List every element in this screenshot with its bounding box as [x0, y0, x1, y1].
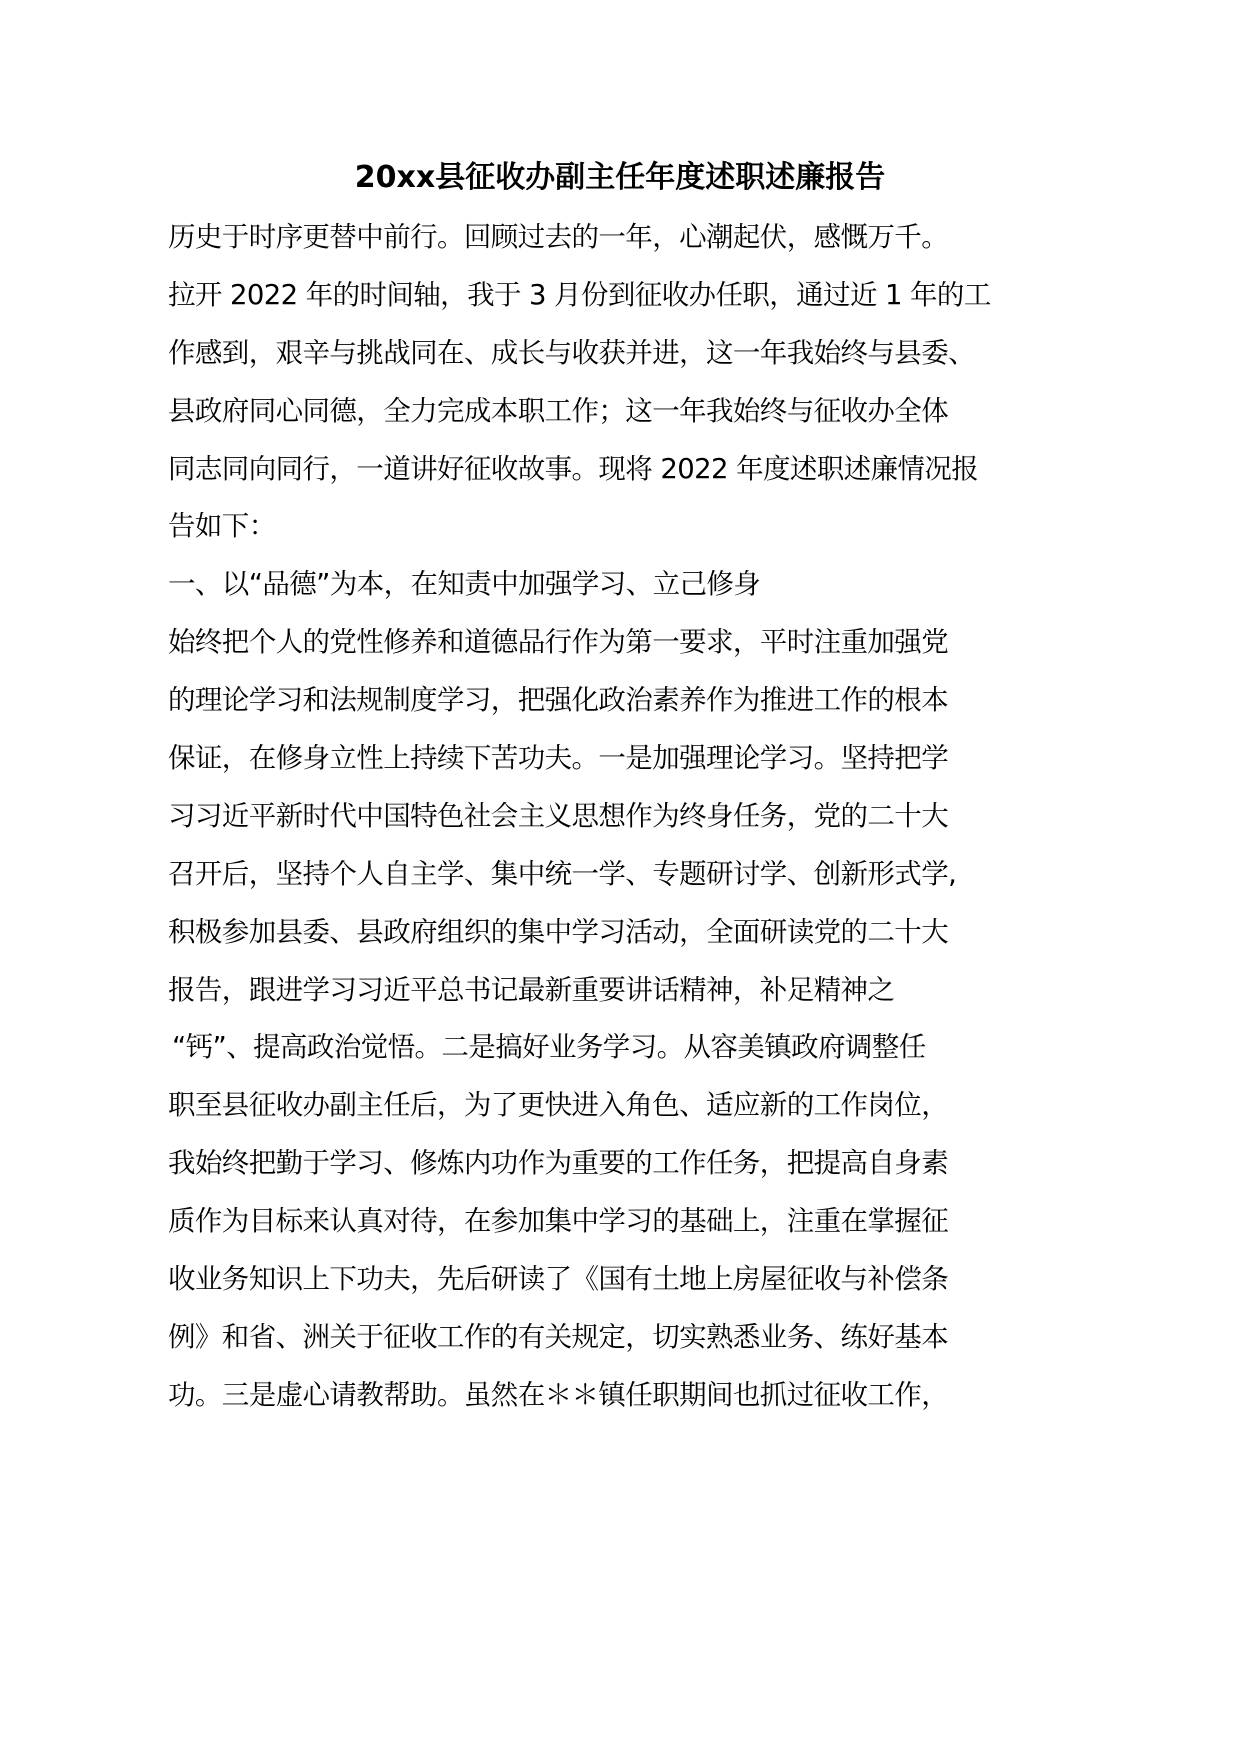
body-line: 习习近平新时代中国特色社会主义思想作为终身任务，党的二十大: [168, 799, 949, 832]
body-line: 始终把个人的党性修养和道德品行作为第一要求，平时注重加强党: [168, 626, 949, 659]
section-heading: 一、以“品德”为本，在知责中加强学习、立己修身: [168, 568, 761, 601]
body-line: 历史于时序更替中前行。回顾过去的一年，心潮起伏，感慨万千。: [168, 221, 949, 253]
body-line: 职至县征收办副主任后，为了更快进入角色、适应新的工作岗位，: [168, 1089, 949, 1122]
body-line: 积极参加县委、县政府组织的集中学习活动，全面研读党的二十大: [168, 915, 949, 948]
body-line: 拉开 2022 年的时间轴，我于 3 月份到征收办任职，通过近 1 年的工: [168, 278, 991, 311]
body-line: 县政府同心同德，全力完成本职工作；这一年我始终与征收办全体: [168, 394, 949, 427]
body-line: 质作为目标来认真对待，在参加集中学习的基础上，注重在掌握征: [168, 1205, 949, 1238]
body-line: 收业务知识上下功夫，先后研读了《国有土地上房屋征收与补偿条: [168, 1263, 949, 1296]
document-title: 20xx县征收办副主任年度述职述廉报告: [354, 160, 886, 195]
body-line: 我始终把勤于学习、修炼内功作为重要的工作任务，把提高自身素: [168, 1147, 949, 1180]
body-line: 例》和省、洲关于征收工作的有关规定，切实熟悉业务、练好基本: [168, 1320, 949, 1353]
document-body: [168, 214, 991, 1430]
body-line: 功。三是虚心请教帮助。虽然在＊＊镇任职期间也抓过征收工作，: [168, 1378, 949, 1411]
body-line: 报告，跟进学习习近平总书记最新重要讲话精神，补足精神之: [168, 973, 895, 1006]
body-line: 的理论学习和法规制度学习，把强化政治素养作为推进工作的根本: [168, 684, 949, 717]
body-line: 保证，在修身立性上持续下苦功夫。一是加强理论学习。坚持把学: [168, 742, 949, 775]
body-line: 作感到，艰辛与挑战同在、成长与收获并进，这一年我始终与县委、: [168, 336, 975, 369]
body-line: “钙”、提高政治觉悟。二是搞好业务学习。从容美镇政府调整任: [172, 1031, 926, 1064]
body-line: 召开后，坚持个人自主学、集中统一学、专题研讨学、创新形式学,: [168, 857, 957, 890]
body-line: 同志同向同行，一道讲好征收故事。现将 2022 年度述职述廉情况报: [168, 452, 979, 485]
body-line: 告如下：: [168, 510, 276, 543]
